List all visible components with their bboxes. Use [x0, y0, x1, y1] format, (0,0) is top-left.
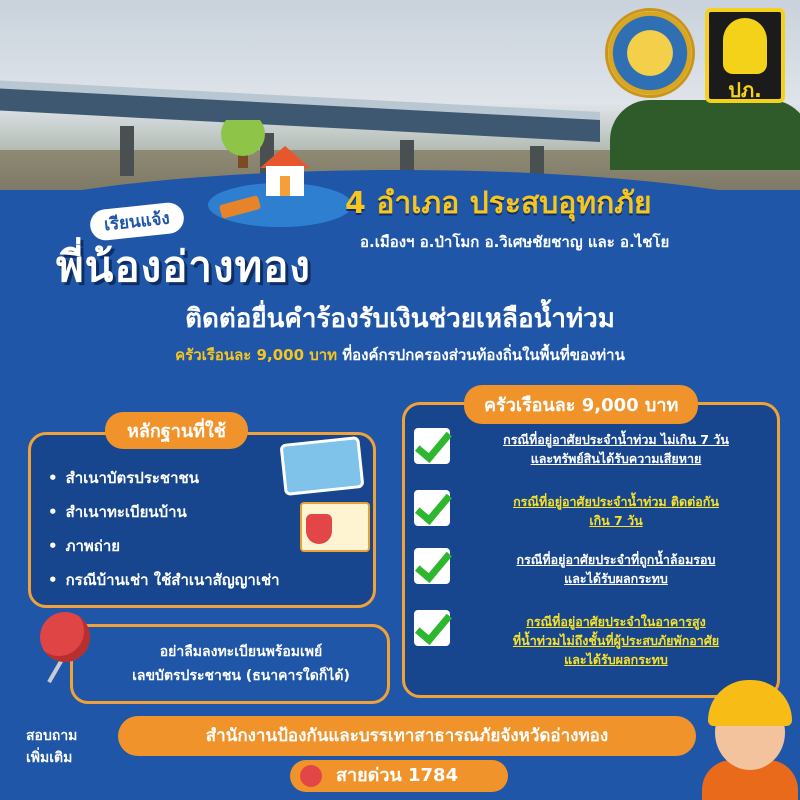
- criteria-line: กรณีที่อยู่อาศัยประจำน้ำท่วม ติดต่อกัน: [513, 494, 719, 509]
- reminder-line: เลขบัตรประชาชน (ธนาคารใดก็ได้): [132, 668, 350, 684]
- agency-name: สำนักงานป้องกันและบรรเทาสาธารณภัยจังหวัดอ่างทอง: [118, 716, 696, 756]
- reminder-text: [96, 640, 386, 688]
- evidence-item: • กรณีบ้านเช่า ใช้สำเนาสัญญาเช่า: [48, 568, 280, 592]
- amount-highlight: ครัวเรือนละ 9,000 บาท: [175, 346, 338, 364]
- inquire-line: เพิ่มเติม: [26, 750, 73, 766]
- amount-rest: ที่องค์กรปกครองส่วนท้องถิ่นในพื้นที่ของท่าน: [337, 346, 625, 364]
- criteria-line: กรณีที่อยู่อาศัยประจำที่ถูกน้ำล้อมรอบ: [516, 552, 716, 567]
- reminder-line: อย่าลืมลงทะเบียนพร้อมเพย์: [159, 644, 323, 660]
- dpm-logo: [705, 8, 785, 103]
- phone-icon: [300, 765, 322, 787]
- criteria-heading: ครัวเรือนละ 9,000 บาท: [464, 385, 698, 424]
- hand-emblem-icon: [723, 18, 767, 74]
- check-icon: [414, 428, 450, 464]
- evidence-item: • ภาพถ่าย: [48, 534, 120, 558]
- evidence-item: • สำเนาทะเบียนบ้าน: [48, 500, 187, 524]
- criteria-line: กรณีที่อยู่อาศัยประจำในอาคารสูง: [526, 614, 706, 629]
- flood-house-icon: [200, 120, 350, 230]
- evidence-heading: หลักฐานที่ใช้: [105, 412, 248, 449]
- inquire-label: [26, 725, 77, 769]
- criteria-line: และได้รับผลกระทบ: [564, 652, 668, 667]
- trees: [610, 100, 800, 170]
- check-icon: [414, 610, 450, 646]
- audience-title: พี่น้องอ่างทอง: [56, 242, 311, 291]
- criteria-line: เกิน 7 วัน: [589, 513, 643, 528]
- bridge-pillar: [120, 126, 134, 176]
- apply-heading: ติดต่อยื่นคำร้องรับเงินช่วยเหลือน้ำท่วม: [185, 304, 615, 334]
- districts-list: อ.เมืองฯ อ.ป่าโมก อ.วิเศษชัยชาญ และ อ.ไชโย: [360, 233, 670, 251]
- page-title: 4 อำเภอ ประสบอุทกภัย: [345, 186, 652, 221]
- province-seal-logo: [605, 8, 695, 98]
- criteria-item: [458, 612, 774, 669]
- check-icon: [414, 490, 450, 526]
- inquire-line: สอบถาม: [26, 728, 78, 744]
- dpm-logo-text: ปภ.: [728, 78, 762, 102]
- criteria-item: [458, 492, 774, 530]
- criteria-line: และได้รับผลกระทบ: [564, 571, 668, 586]
- check-icon: [414, 548, 450, 584]
- criteria-line: และทรัพย์สินได้รับความเสียหาย: [530, 451, 702, 466]
- hotline-button[interactable]: สายด่วน 1784: [290, 760, 508, 792]
- criteria-item: [458, 430, 774, 468]
- id-card-icon: [280, 436, 365, 496]
- shield-icon: [306, 514, 332, 544]
- pin-icon: [40, 612, 90, 662]
- criteria-line: ที่น้ำท่วมไม่ถึงชั้นที่ผู้ประสบภัยพักอาศัย: [512, 633, 720, 648]
- notice-tag: เรียนแจ้ง: [89, 201, 185, 242]
- criteria-line: กรณีที่อยู่อาศัยประจำน้ำท่วม ไม่เกิน 7 วัน: [503, 432, 729, 447]
- evidence-item: • สำเนาบัตรประชาชน: [48, 466, 199, 490]
- criteria-item: [458, 550, 774, 588]
- amount-line: [0, 343, 800, 367]
